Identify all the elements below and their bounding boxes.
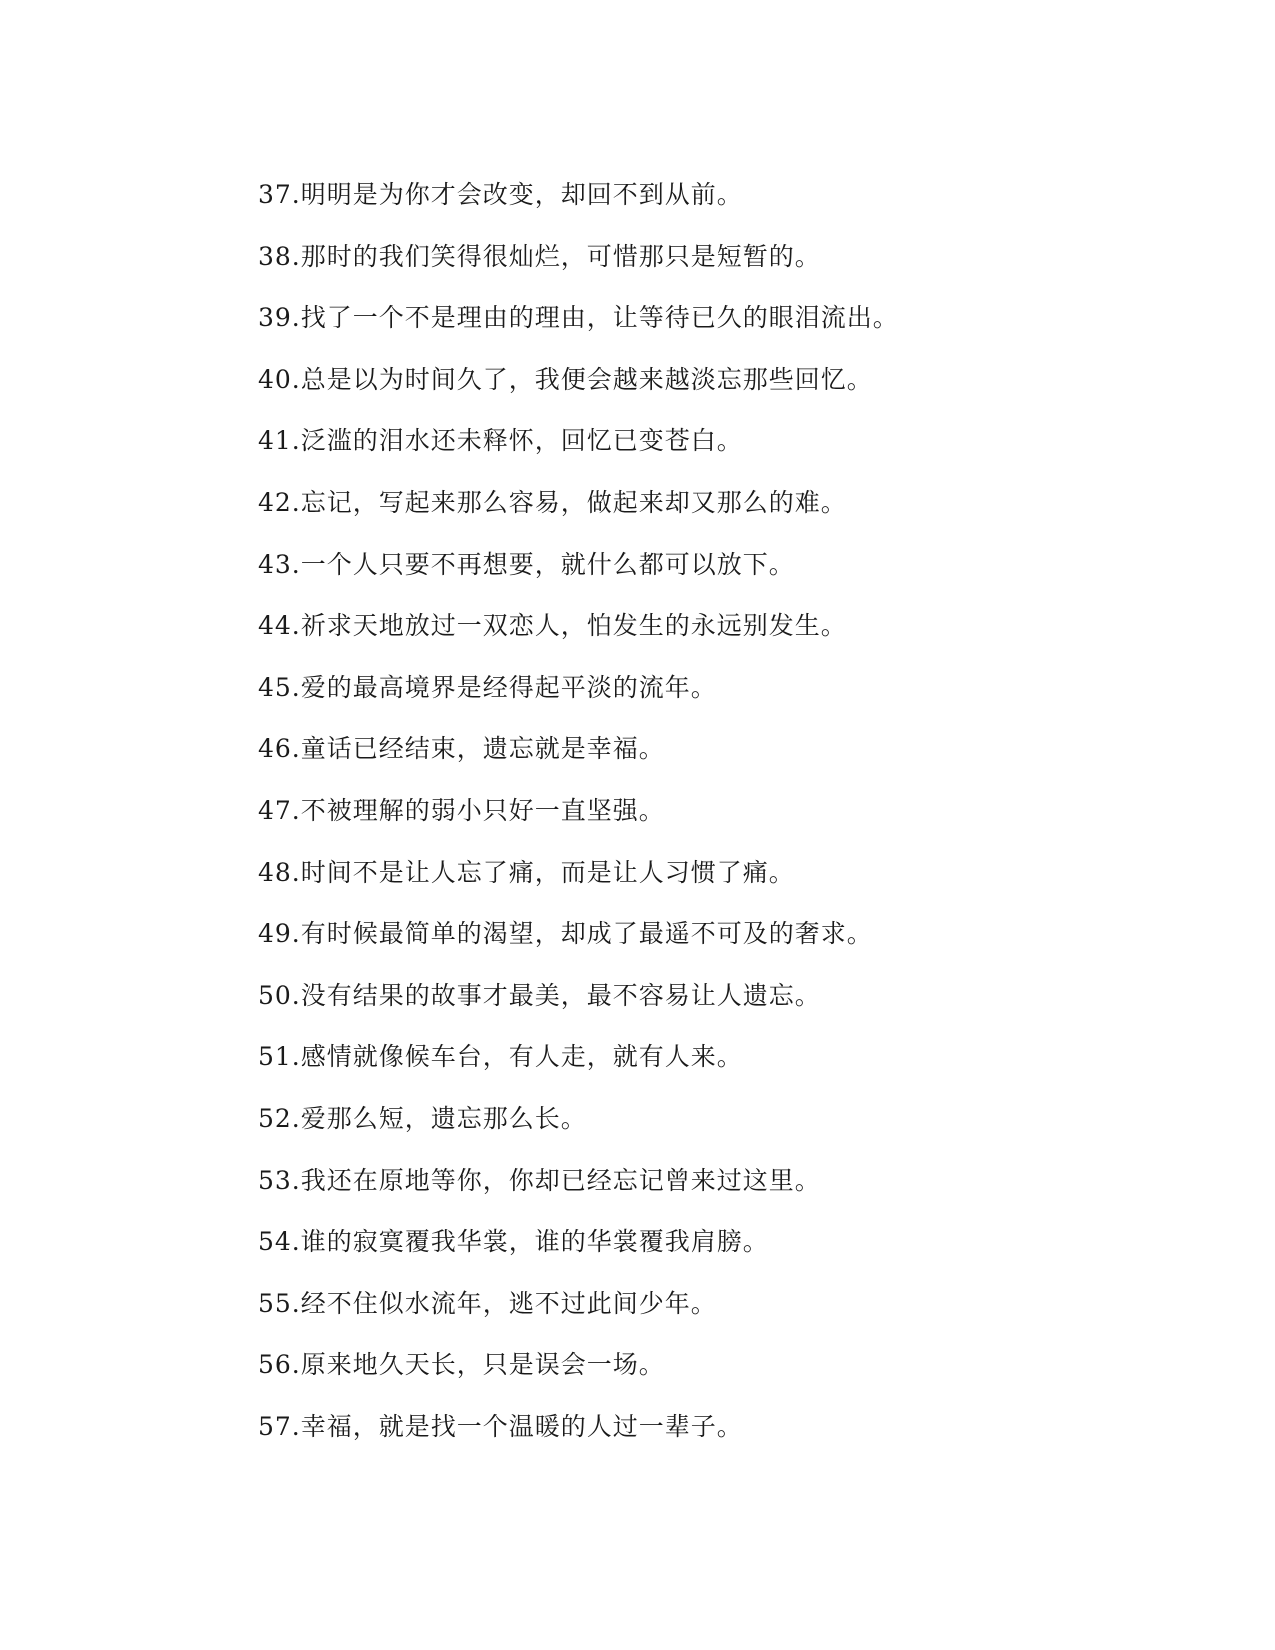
quote-line-48: 48.时间不是让人忘了痛，而是让人习惯了痛。 <box>258 857 795 887</box>
quote-line-43: 43.一个人只要不再想要，就什么都可以放下。 <box>258 549 795 579</box>
quote-line-38: 38.那时的我们笑得很灿烂，可惜那只是短暂的。 <box>258 241 821 271</box>
quote-line-52: 52.爱那么短，遗忘那么长。 <box>258 1103 587 1133</box>
quote-list <box>258 164 1218 1457</box>
quote-line-47: 47.不被理解的弱小只好一直坚强。 <box>258 795 665 825</box>
quote-line-54: 54.谁的寂寞覆我华裳，谁的华裳覆我肩膀。 <box>258 1227 769 1257</box>
quote-line-51: 51.感情就像候车台，有人走，就有人来。 <box>258 1042 743 1072</box>
quote-line-41: 41.泛滥的泪水还未释怀，回忆已变苍白。 <box>258 426 743 456</box>
quote-line-45: 45.爱的最高境界是经得起平淡的流年。 <box>258 672 717 702</box>
quote-line-57: 57.幸福，就是找一个温暖的人过一辈子。 <box>258 1411 743 1441</box>
quote-line-44: 44.祈求天地放过一双恋人，怕发生的永远别发生。 <box>258 611 847 641</box>
quote-line-37: 37.明明是为你才会改变，却回不到从前。 <box>258 180 743 209</box>
quote-line-56: 56.原来地久天长，只是误会一场。 <box>258 1350 665 1380</box>
quote-line-46: 46.童话已经结束，遗忘就是幸福。 <box>258 734 665 764</box>
quote-line-50: 50.没有结果的故事才最美，最不容易让人遗忘。 <box>258 980 821 1010</box>
quote-line-55: 55.经不住似水流年，逃不过此间少年。 <box>258 1288 717 1318</box>
quote-line-39: 39.找了一个不是理由的理由，让等待已久的眼泪流出。 <box>258 303 899 333</box>
quote-line-42: 42.忘记，写起来那么容易，做起来却又那么的难。 <box>258 487 847 517</box>
quote-line-40: 40.总是以为时间久了，我便会越来越淡忘那些回忆。 <box>258 364 873 394</box>
quote-line-53: 53.我还在原地等你，你却已经忘记曾来过这里。 <box>258 1165 821 1195</box>
quote-line-49: 49.有时候最简单的渴望，却成了最遥不可及的奢求。 <box>258 919 873 949</box>
